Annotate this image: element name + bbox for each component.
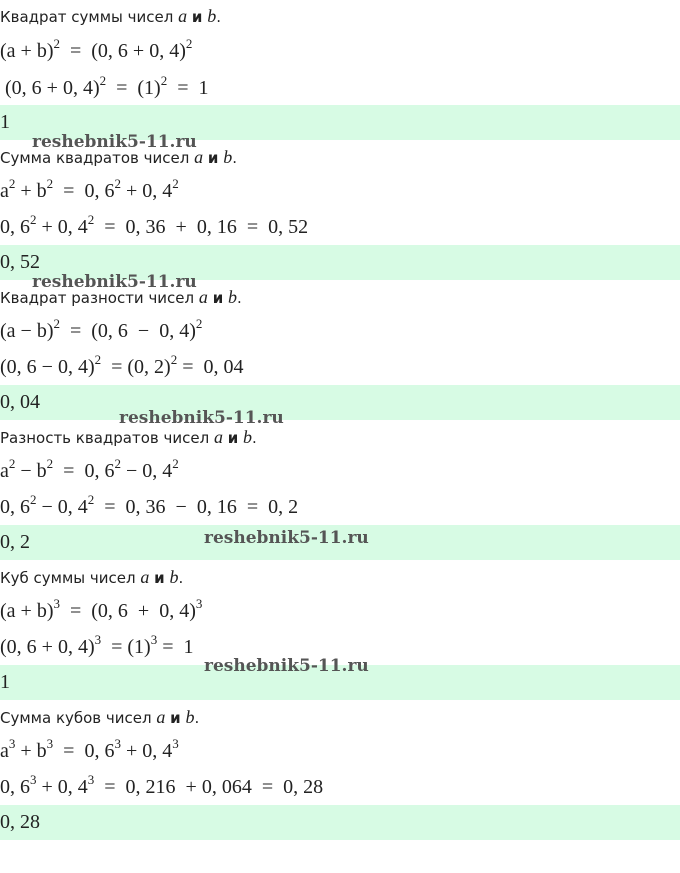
equation-text: = 0, 6 bbox=[53, 180, 115, 202]
heading-text: Сумма кубов чисел bbox=[0, 709, 152, 727]
equation-text: = 1 bbox=[157, 636, 194, 658]
conjunction: и bbox=[170, 709, 181, 727]
equation-text: + 0, 4 bbox=[120, 740, 173, 762]
exponent: 3 bbox=[87, 772, 95, 787]
period: . bbox=[236, 289, 242, 307]
heading-text: Сумма квадратов чисел bbox=[0, 149, 190, 167]
variable-a: a bbox=[198, 287, 208, 307]
equation-text: a bbox=[0, 180, 9, 202]
answer-box: 0, 04 bbox=[0, 385, 680, 420]
equation-text: (0, 6 + 0, 4) bbox=[0, 636, 95, 658]
exponent: 2 bbox=[87, 492, 95, 507]
variable-b: b bbox=[223, 147, 233, 167]
variable-a: a bbox=[178, 6, 188, 26]
heading-text: Квадрат суммы чисел bbox=[0, 8, 174, 26]
exponent: 2 bbox=[8, 176, 16, 191]
equation-text: (a − b) bbox=[0, 320, 54, 342]
equation-text: = 1 bbox=[167, 77, 209, 99]
exponent: 2 bbox=[185, 36, 193, 51]
equation-text: (a + b) bbox=[0, 600, 54, 622]
exponent: 2 bbox=[172, 176, 179, 191]
answer-box: 0, 52 bbox=[0, 245, 680, 280]
exponent: 2 bbox=[160, 73, 168, 88]
answer-box: 0, 2 bbox=[0, 525, 680, 560]
exponent: 3 bbox=[46, 736, 54, 751]
equation-text: + 0, 4 bbox=[120, 180, 173, 202]
equation-line bbox=[0, 176, 680, 206]
equation-text: 0, 6 bbox=[0, 496, 30, 518]
equation-text: + 0, 4 bbox=[36, 216, 88, 238]
answer-box: 1 bbox=[0, 665, 680, 700]
exponent: 3 bbox=[195, 596, 203, 611]
section-heading bbox=[0, 706, 680, 728]
equation-text: = 0, 6 bbox=[53, 740, 115, 762]
exponent: 2 bbox=[114, 456, 121, 471]
conjunction: и bbox=[154, 569, 165, 587]
section-heading bbox=[0, 5, 680, 27]
conjunction: и bbox=[227, 429, 239, 447]
watermark: reshebnik5-11.ru bbox=[119, 408, 284, 428]
equation-line bbox=[0, 36, 680, 66]
watermark: reshebnik5-11.ru bbox=[204, 528, 369, 548]
exponent: 2 bbox=[172, 456, 179, 471]
exponent: 3 bbox=[30, 772, 37, 787]
exponent: 2 bbox=[53, 36, 60, 51]
section-heading bbox=[0, 566, 680, 588]
period: . bbox=[252, 429, 257, 447]
variable-b: b bbox=[207, 6, 217, 26]
conjunction: и bbox=[191, 8, 203, 26]
equation-text: = (1) bbox=[101, 636, 151, 658]
variable-b: b bbox=[169, 567, 179, 587]
exponent: 2 bbox=[30, 492, 37, 507]
answer-box: 0, 28 bbox=[0, 805, 680, 840]
equation-text: = (0, 6 − 0, 4) bbox=[59, 320, 196, 342]
watermark: reshebnik5-11.ru bbox=[32, 272, 197, 292]
equation-line bbox=[0, 736, 680, 766]
equation-line bbox=[0, 456, 680, 486]
equation-text: + b bbox=[15, 180, 47, 202]
equation-line bbox=[0, 596, 680, 626]
heading-text: Квадрат разности чисел bbox=[0, 289, 195, 307]
period: . bbox=[194, 709, 200, 727]
period: . bbox=[216, 8, 221, 26]
exponent: 2 bbox=[53, 316, 60, 331]
exponent: 3 bbox=[53, 596, 60, 611]
exponent: 2 bbox=[170, 352, 178, 367]
equation-text: = (0, 6 + 0, 4) bbox=[59, 600, 196, 622]
equation-text: = 0, 216 + 0, 064 = 0, 28 bbox=[94, 776, 324, 798]
equation-line bbox=[0, 772, 680, 802]
variable-a: a bbox=[156, 707, 166, 727]
equation-text: (0, 6 + 0, 4) bbox=[0, 77, 100, 99]
exponent: 3 bbox=[150, 632, 158, 647]
watermark: reshebnik5-11.ru bbox=[32, 132, 197, 152]
equation-line bbox=[0, 352, 680, 382]
equation-text: = 0, 36 + 0, 16 = 0, 52 bbox=[94, 216, 309, 238]
period: . bbox=[232, 149, 237, 167]
equation-text: = 0, 6 bbox=[53, 460, 115, 482]
heading-text: Разность квадратов чисел bbox=[0, 429, 210, 447]
exponent: 2 bbox=[195, 316, 203, 331]
conjunction: и bbox=[212, 289, 224, 307]
exponent: 3 bbox=[8, 736, 16, 751]
exponent: 3 bbox=[114, 736, 121, 751]
exponent: 2 bbox=[46, 176, 54, 191]
equation-text: 0, 6 bbox=[0, 216, 30, 238]
variable-b: b bbox=[227, 287, 237, 307]
equation-text: a bbox=[0, 460, 9, 482]
equation-text: a bbox=[0, 740, 9, 762]
exponent: 2 bbox=[99, 73, 107, 88]
period: . bbox=[178, 569, 184, 587]
equation-text: (0, 6 − 0, 4) bbox=[0, 356, 95, 378]
variable-b: b bbox=[243, 427, 253, 447]
equation-text: − 0, 4 bbox=[120, 460, 173, 482]
equation-text: = (1) bbox=[106, 77, 161, 99]
equation-text: (a + b) bbox=[0, 40, 54, 62]
variable-a: a bbox=[194, 147, 204, 167]
answer-box: 1 bbox=[0, 105, 680, 140]
equation-line bbox=[0, 492, 680, 522]
exponent: 2 bbox=[87, 212, 95, 227]
exponent: 2 bbox=[46, 456, 54, 471]
conjunction: и bbox=[207, 149, 219, 167]
exponent: 3 bbox=[94, 632, 102, 647]
exponent: 2 bbox=[114, 176, 121, 191]
heading-text: Куб суммы чисел bbox=[0, 569, 136, 587]
variable-a: a bbox=[140, 567, 150, 587]
section-heading bbox=[0, 426, 680, 448]
equation-line bbox=[0, 316, 680, 346]
exponent: 2 bbox=[94, 352, 102, 367]
variable-a: a bbox=[213, 427, 223, 447]
variable-b: b bbox=[185, 707, 195, 727]
equation-line bbox=[0, 212, 680, 242]
equation-line bbox=[0, 73, 680, 103]
watermark: reshebnik5-11.ru bbox=[204, 656, 369, 676]
equation-text: + b bbox=[15, 740, 47, 762]
equation-text: = (0, 2) bbox=[101, 356, 171, 378]
equation-text: = (0, 6 + 0, 4) bbox=[59, 40, 186, 62]
exponent: 3 bbox=[172, 736, 179, 751]
exponent: 2 bbox=[8, 456, 16, 471]
equation-text: = 0, 04 bbox=[177, 356, 244, 378]
equation-text: 0, 6 bbox=[0, 776, 30, 798]
exponent: 2 bbox=[30, 212, 37, 227]
equation-text: = 0, 36 − 0, 16 = 0, 2 bbox=[94, 496, 299, 518]
equation-text: − b bbox=[15, 460, 47, 482]
equation-text: + 0, 4 bbox=[36, 776, 88, 798]
equation-text: − 0, 4 bbox=[36, 496, 88, 518]
